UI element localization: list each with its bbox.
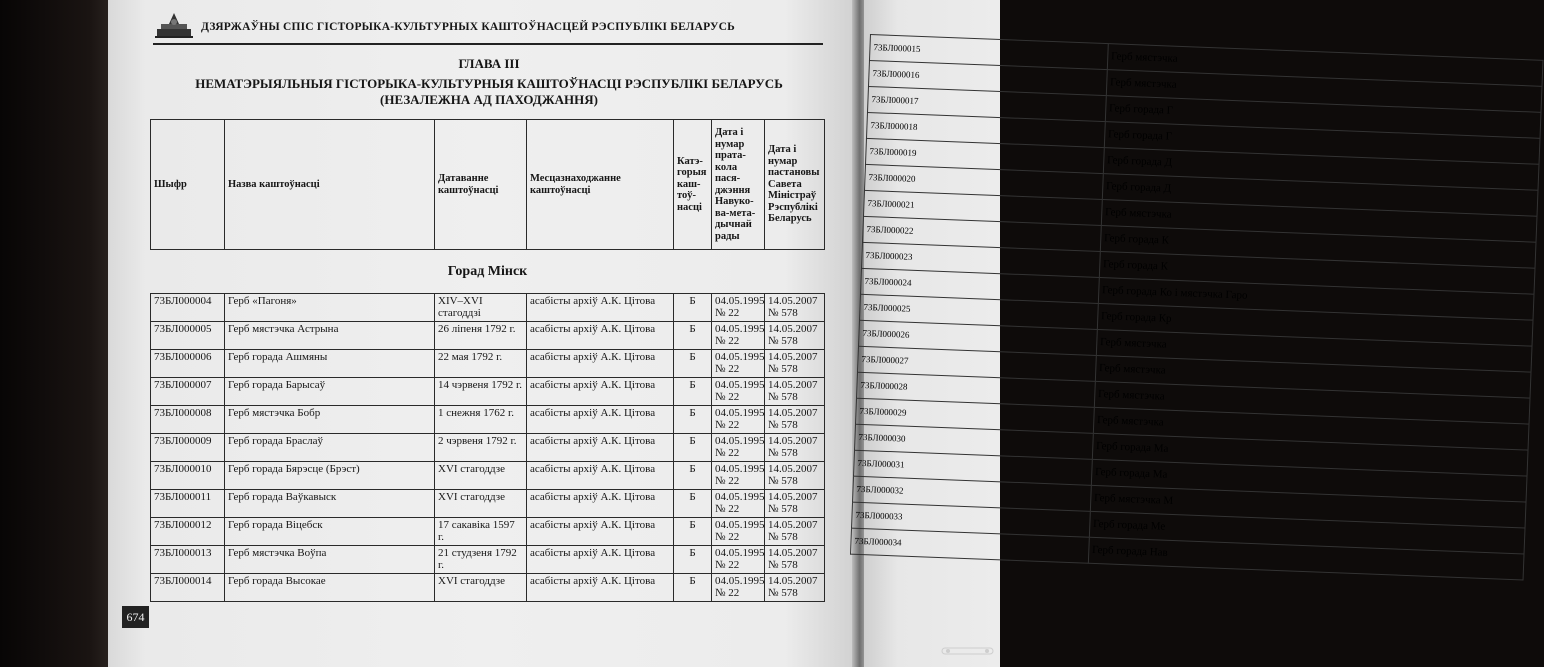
- table-row: [151, 434, 825, 462]
- table-row: [151, 546, 825, 574]
- cell-category: Б: [674, 546, 712, 574]
- right-cell-code: 73БЛ000021: [863, 190, 1102, 225]
- cell-date: 22 мая 1792 г.: [435, 350, 527, 378]
- table-row: [151, 294, 825, 322]
- right-cell-name: Герб горада Г: [1105, 96, 1541, 139]
- right-cell-code: 73БЛ000016: [868, 60, 1107, 95]
- right-cell-code: 73БЛ000034: [851, 528, 1090, 563]
- cell-code: 73БЛ000012: [151, 518, 225, 546]
- cell-category: Б: [674, 490, 712, 518]
- cell-date: 26 ліпеня 1792 г.: [435, 322, 527, 350]
- cell-category: Б: [674, 350, 712, 378]
- header-title: ДЗЯРЖАЎНЫ СПІС ГІСТОРЫКА-КУЛЬТУРНЫХ КАШТОЎНАСЦЕЙ РЭСПУБЛІКІ БЕЛАРУСЬ: [201, 21, 735, 33]
- right-cell-name: Герб горада К: [1100, 226, 1536, 269]
- cell-location: асабісты архіў А.К. Цітова: [527, 350, 674, 378]
- cell-date: 14 чэрвеня 1792 г.: [435, 378, 527, 406]
- cell-expert-decision: 04.05.1995 № 22: [712, 378, 765, 406]
- cell-expert-decision: 04.05.1995 № 22: [712, 294, 765, 322]
- table-row: [151, 490, 825, 518]
- cell-date: 2 чэрвеня 1792 г.: [435, 434, 527, 462]
- cell-location: асабісты архіў А.К. Цітова: [527, 434, 674, 462]
- table-header-row: [151, 120, 825, 250]
- cell-code: 73БЛ000009: [151, 434, 225, 462]
- table-row: [151, 518, 825, 546]
- cell-council-resolution: 14.05.2007 № 578: [765, 406, 825, 434]
- subtitle-line-2: (НЕЗАЛЕЖНА АД ПАХОДЖАННЯ): [380, 92, 598, 107]
- cell-location: асабісты архіў А.К. Цітова: [527, 490, 674, 518]
- table-row: [151, 574, 825, 602]
- cell-location: асабісты архіў А.К. Цітова: [527, 462, 674, 490]
- table-row: [151, 462, 825, 490]
- right-cell-name: Герб горада Д: [1103, 148, 1539, 191]
- cell-category: Б: [674, 518, 712, 546]
- col-header-category: Катэ-горыя каш-тоў-насці: [674, 120, 712, 250]
- cell-name: Герб горада Ваўкавыск: [225, 490, 435, 518]
- right-cell-name: Герб мястэчка: [1101, 200, 1537, 243]
- cell-date: 21 студзеня 1792 г.: [435, 546, 527, 574]
- right-cell-name: Герб горада Кр: [1097, 303, 1533, 346]
- cell-council-resolution: 14.05.2007 № 578: [765, 378, 825, 406]
- table-row: [151, 322, 825, 350]
- right-cell-code: 73БЛ000032: [853, 476, 1092, 511]
- table-row: [151, 378, 825, 406]
- cell-location: асабісты архіў А.К. Цітова: [527, 574, 674, 602]
- right-cell-code: 73БЛ000031: [854, 450, 1093, 485]
- col-header-date: Датаванне каштоўнасці: [435, 120, 527, 250]
- right-cell-name: Герб горада Г: [1104, 122, 1540, 165]
- right-cell-name: Герб мястэчка: [1106, 70, 1542, 113]
- right-cell-name: Герб горада Ма: [1091, 459, 1527, 502]
- cell-council-resolution: 14.05.2007 № 578: [765, 518, 825, 546]
- right-cell-name: Герб горада К: [1099, 251, 1535, 294]
- cell-name: Герб мястэчка Бобр: [225, 406, 435, 434]
- cell-council-resolution: 14.05.2007 № 578: [765, 490, 825, 518]
- col-header-code: Шыфр: [151, 120, 225, 250]
- right-book-page: [854, 0, 1248, 667]
- cell-code: 73БЛ000013: [151, 546, 225, 574]
- right-cell-code: 73БЛ000020: [864, 164, 1103, 199]
- right-cell-name: Герб горада Ко і мястэчка Гаро: [1098, 277, 1534, 320]
- cell-council-resolution: 14.05.2007 № 578: [765, 350, 825, 378]
- right-cell-code: 73БЛ000017: [867, 86, 1106, 121]
- col-header-location: Месцазнаходжанне каштоўнасці: [527, 120, 674, 250]
- cell-date: 17 сакавіка 1597 г.: [435, 518, 527, 546]
- right-cell-code: 73БЛ000033: [852, 502, 1091, 537]
- right-cell-name: Герб мястэчка: [1094, 381, 1530, 424]
- cell-name: Герб мястэчка Воўпа: [225, 546, 435, 574]
- cell-council-resolution: 14.05.2007 № 578: [765, 574, 825, 602]
- cell-category: Б: [674, 434, 712, 462]
- header-rule: [153, 43, 823, 45]
- cell-code: 73БЛ000006: [151, 350, 225, 378]
- cell-location: асабісты архіў А.К. Цітова: [527, 322, 674, 350]
- cell-category: Б: [674, 462, 712, 490]
- right-cell-code: 73БЛ000019: [865, 138, 1104, 173]
- cell-council-resolution: 14.05.2007 № 578: [765, 322, 825, 350]
- cell-category: Б: [674, 322, 712, 350]
- cell-council-resolution: 14.05.2007 № 578: [765, 294, 825, 322]
- cell-expert-decision: 04.05.1995 № 22: [712, 518, 765, 546]
- cell-expert-decision: 04.05.1995 № 22: [712, 574, 765, 602]
- col-header-expert-decision: Дата і нумар прата-кола пася-джэння Навуко-ва-мета-дычнай рады: [712, 120, 765, 250]
- subtitle-line-1: НЕМАТЭРЫЯЛЬНЫЯ ГІСТОРЫКА-КУЛЬТУРНЫЯ КАШТОЎНАСЦІ РЭСПУБЛІКІ БЕЛАРУСЬ: [195, 76, 783, 91]
- right-cell-code: 73БЛ000025: [860, 294, 1099, 329]
- right-page-table: [850, 34, 1544, 580]
- right-cell-code: 73БЛ000026: [859, 320, 1098, 355]
- cell-expert-decision: 04.05.1995 № 22: [712, 462, 765, 490]
- cell-name: Герб горада Браслаў: [225, 434, 435, 462]
- cell-date: XVI стагоддзе: [435, 574, 527, 602]
- right-cell-name: Герб мястэчка: [1095, 355, 1531, 398]
- right-cell-code: 73БЛ000027: [858, 346, 1097, 381]
- cell-code: 73БЛ000007: [151, 378, 225, 406]
- cell-name: Герб горада Ашмяны: [225, 350, 435, 378]
- running-header: [153, 12, 823, 40]
- cell-location: асабісты архіў А.К. Цітова: [527, 378, 674, 406]
- cell-category: Б: [674, 574, 712, 602]
- cell-expert-decision: 04.05.1995 № 22: [712, 406, 765, 434]
- cell-code: 73БЛ000005: [151, 322, 225, 350]
- cell-name: Герб горада Бярэсце (Брэст): [225, 462, 435, 490]
- right-cell-name: Герб мястэчка: [1096, 329, 1532, 372]
- right-cell-code: 73БЛ000028: [857, 372, 1096, 407]
- cell-date: XVI стагоддзе: [435, 462, 527, 490]
- cell-name: Герб мястэчка Астрына: [225, 322, 435, 350]
- cell-expert-decision: 04.05.1995 № 22: [712, 546, 765, 574]
- cell-expert-decision: 04.05.1995 № 22: [712, 434, 765, 462]
- right-cell-code: 73БЛ000022: [862, 216, 1101, 251]
- cell-category: Б: [674, 294, 712, 322]
- cell-name: Герб горада Барысаў: [225, 378, 435, 406]
- cell-expert-decision: 04.05.1995 № 22: [712, 490, 765, 518]
- chapter-title: ГЛАВА III: [458, 56, 520, 71]
- cell-category: Б: [674, 378, 712, 406]
- table-row: [151, 406, 825, 434]
- cell-date: XIV–XVI стагоддзі: [435, 294, 527, 322]
- right-cell-code: 73БЛ000015: [869, 35, 1108, 70]
- right-cell-code: 73БЛ000024: [860, 268, 1099, 303]
- cell-date: 1 снежня 1762 г.: [435, 406, 527, 434]
- cell-location: асабісты архіў А.К. Цітова: [527, 546, 674, 574]
- cell-location: асабісты архіў А.К. Цітова: [527, 518, 674, 546]
- right-cell-name: Герб горада Нав: [1088, 537, 1524, 580]
- cell-council-resolution: 14.05.2007 № 578: [765, 462, 825, 490]
- right-cell-code: 73БЛ000029: [856, 398, 1095, 433]
- col-header-name: Назва каштоўнасці: [225, 120, 435, 250]
- right-cell-code: 73БЛ000018: [866, 112, 1105, 147]
- cell-expert-decision: 04.05.1995 № 22: [712, 322, 765, 350]
- cell-name: Герб горада Высокае: [225, 574, 435, 602]
- left-book-page: [108, 0, 860, 667]
- right-cell-code: 73БЛ000023: [861, 242, 1100, 277]
- heritage-table: [150, 119, 825, 602]
- right-cell-name: Герб горада Ме: [1089, 511, 1525, 554]
- right-cell-name: Герб мястэчка: [1107, 44, 1543, 87]
- right-cell-name: Герб мястэчка М: [1090, 485, 1526, 528]
- watermark-stamp: [940, 644, 995, 658]
- coat-of-arms-emblem-icon: [153, 12, 195, 38]
- background-left: [0, 0, 112, 667]
- section-subtitle: [154, 76, 824, 108]
- section-title: Горад Мінск: [151, 250, 825, 294]
- cell-expert-decision: 04.05.1995 № 22: [712, 350, 765, 378]
- section-row: [151, 250, 825, 294]
- cell-date: XVI стагоддзе: [435, 490, 527, 518]
- cell-name: Герб «Пагоня»: [225, 294, 435, 322]
- col-header-council-resolution: Дата і нумар пастановы Савета Міністраў Рэспублікі Беларусь: [765, 120, 825, 250]
- cell-council-resolution: 14.05.2007 № 578: [765, 546, 825, 574]
- right-cell-name: Герб горада Ма: [1092, 433, 1528, 476]
- right-cell-code: 73БЛ000030: [855, 424, 1094, 459]
- cell-council-resolution: 14.05.2007 № 578: [765, 434, 825, 462]
- right-cell-name: Герб мястэчка: [1093, 407, 1529, 450]
- cell-code: 73БЛ000004: [151, 294, 225, 322]
- cell-name: Герб горада Віцебск: [225, 518, 435, 546]
- cell-code: 73БЛ000014: [151, 574, 225, 602]
- cell-code: 73БЛ000010: [151, 462, 225, 490]
- cell-code: 73БЛ000008: [151, 406, 225, 434]
- cell-location: асабісты архіў А.К. Цітова: [527, 294, 674, 322]
- table-row: [151, 350, 825, 378]
- cell-code: 73БЛ000011: [151, 490, 225, 518]
- cell-category: Б: [674, 406, 712, 434]
- cell-location: асабісты архіў А.К. Цітова: [527, 406, 674, 434]
- page-number: 674: [122, 606, 149, 628]
- right-cell-name: Герб горада Д: [1102, 174, 1538, 217]
